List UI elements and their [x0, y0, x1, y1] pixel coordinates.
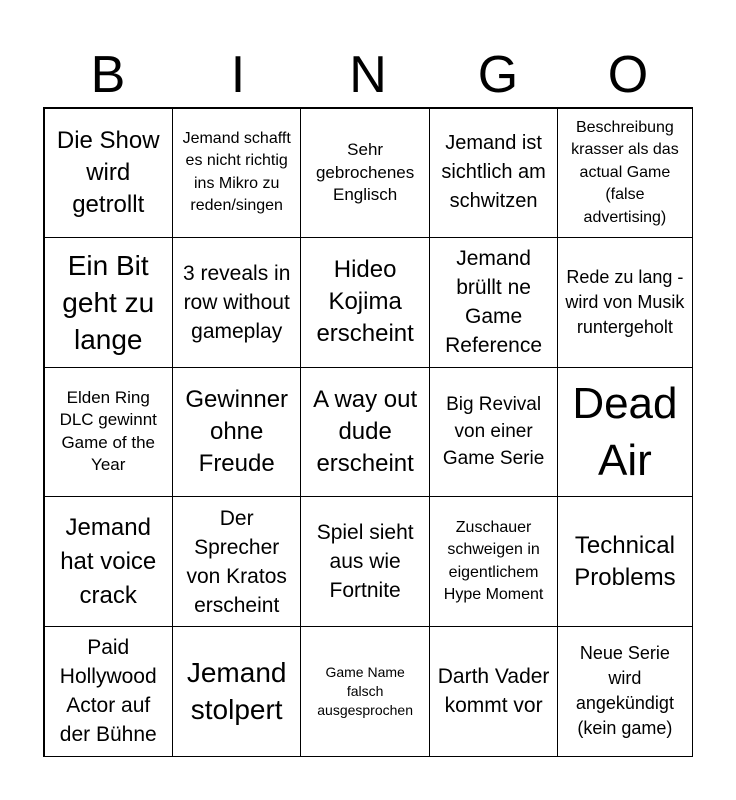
- bingo-cell-text: Jemand schafft es nicht richtig ins Mikro zu reden/singen: [182, 129, 291, 215]
- bingo-cell-text: Gewinner ohne Freude: [185, 385, 289, 477]
- bingo-cell-i2[interactable]: [172, 237, 301, 368]
- bingo-cell-text: Rede zu lang - wird von Musik runtergeholt: [565, 266, 685, 337]
- bingo-cell-text: Beschreibung krasser als das actual Game (false advertising): [571, 118, 679, 226]
- bingo-cell-n5[interactable]: [300, 626, 429, 757]
- bingo-cell-b5[interactable]: [44, 626, 173, 757]
- bingo-cell-text: Paid Hollywood Actor auf der Bühne: [59, 636, 157, 747]
- bingo-cell-b2[interactable]: [44, 237, 173, 368]
- bingo-cell-o4[interactable]: [557, 496, 692, 627]
- bingo-header: [43, 44, 693, 106]
- bingo-cell-text: Neue Serie wird angekündigt (kein game): [575, 643, 674, 739]
- bingo-cell-text: Die Show wird getrollt: [56, 126, 160, 218]
- bingo-cell-o1[interactable]: [557, 108, 692, 239]
- bingo-cell-g5[interactable]: [429, 626, 558, 757]
- header-letter-o: O: [607, 46, 649, 104]
- bingo-cell-text: 3 reveals in row without gameplay: [182, 261, 291, 343]
- bingo-cell-text: Spiel sieht aus wie Fortnite: [316, 521, 414, 603]
- bingo-cell-i1[interactable]: [172, 108, 301, 239]
- bingo-cell-b3[interactable]: [44, 367, 173, 498]
- header-letter-i: I: [230, 46, 246, 104]
- bingo-cell-text: Jemand stolpert: [186, 657, 287, 726]
- bingo-cell-b1[interactable]: [44, 108, 173, 239]
- bingo-cell-i3[interactable]: [172, 367, 301, 498]
- bingo-cell-i4[interactable]: [172, 496, 301, 627]
- bingo-cell-i5[interactable]: [172, 626, 301, 757]
- bingo-cell-n2[interactable]: [300, 237, 429, 368]
- header-letter-n: N: [349, 46, 387, 104]
- bingo-cell-text: Game Name falsch ausgesprochen: [317, 663, 413, 718]
- bingo-cell-g4[interactable]: [429, 496, 558, 627]
- bingo-cell-o3[interactable]: [557, 367, 692, 498]
- bingo-cell-text: Technical Problems: [574, 531, 676, 591]
- bingo-cell-n1[interactable]: [300, 108, 429, 239]
- bingo-cell-text: Jemand hat voice crack: [60, 513, 157, 609]
- bingo-cell-text: Darth Vader kommt vor: [437, 665, 550, 718]
- header-letter-g: G: [477, 46, 519, 104]
- bingo-cell-text: Dead Air: [572, 378, 678, 485]
- bingo-cell-n4[interactable]: [300, 496, 429, 627]
- bingo-cell-text: Hideo Kojima erscheint: [316, 256, 414, 348]
- bingo-cell-text: Ein Bit geht zu lange: [62, 249, 155, 355]
- bingo-cell-text: A way out dude erscheint: [313, 385, 418, 477]
- bingo-cell-n3[interactable]: [300, 367, 429, 498]
- bingo-cell-b4[interactable]: [44, 496, 173, 627]
- bingo-cell-g2[interactable]: [429, 237, 558, 368]
- bingo-cell-text: Sehr gebrochenes Englisch: [315, 140, 415, 205]
- bingo-cell-g3[interactable]: [429, 367, 558, 498]
- bingo-cell-text: Jemand brüllt ne Game Reference: [445, 247, 543, 358]
- bingo-cell-o5[interactable]: [557, 626, 692, 757]
- bingo-cell-text: Zuschauer schweigen in eigentlichem Hype Moment: [443, 518, 544, 604]
- bingo-board: [43, 107, 693, 757]
- header-letter-b: B: [90, 46, 126, 104]
- bingo-cell-o2[interactable]: [557, 237, 692, 368]
- bingo-cell-g1[interactable]: [429, 108, 558, 239]
- bingo-cell-text: Big Revival von einer Game Serie: [442, 394, 545, 470]
- bingo-cell-text: Elden Ring DLC gewinnt Game of the Year: [59, 387, 157, 475]
- bingo-cell-text: Jemand ist sichtlich am schwitzen: [441, 132, 546, 213]
- bingo-cell-text: Der Sprecher von Kratos erscheint: [186, 506, 287, 617]
